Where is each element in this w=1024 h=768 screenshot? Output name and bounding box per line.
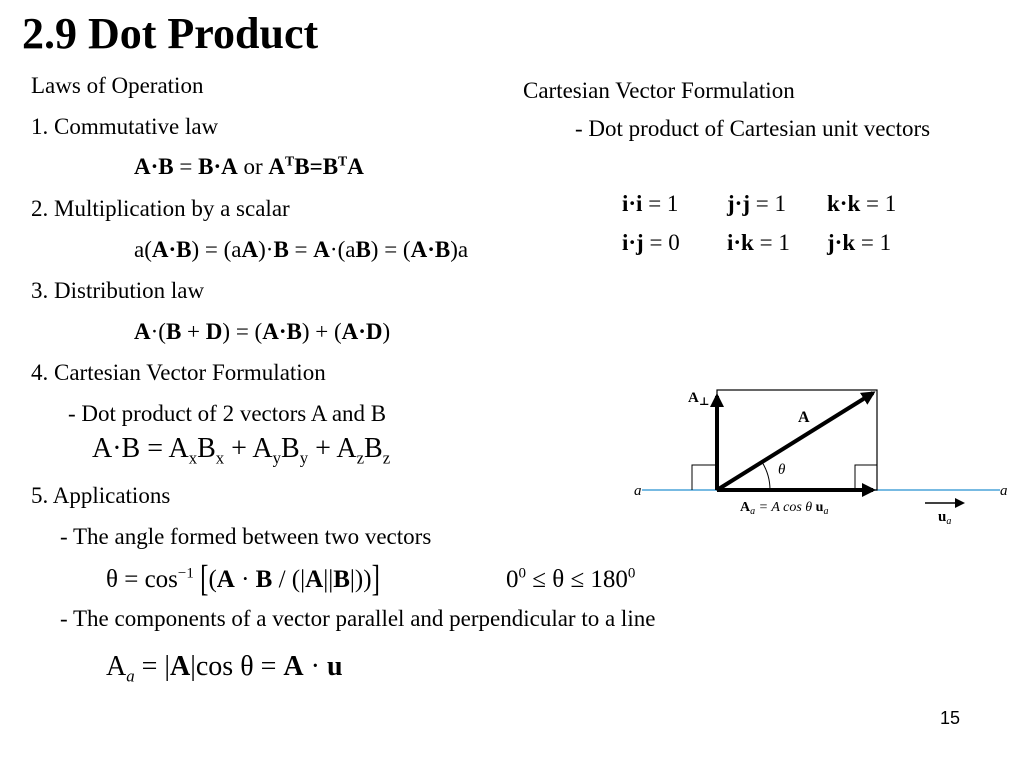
unit-vector-row-1: i·i = 1 j·j = 1 k·k = 1 [622, 191, 897, 216]
commutative-equation: A·B = B·A or $A^TB=B^TA$ [134, 153, 364, 179]
a-perp-label: $A_\perp$ [688, 390, 710, 408]
law-5-label: 5. Applications [31, 483, 171, 508]
vector-a-arrow [717, 393, 873, 490]
right-subtitle: - Dot product of Cartesian unit vectors [575, 116, 931, 141]
scalar-equation: a(A·B) = (aA)·B = A·(aB) = (A·B)a [134, 237, 469, 262]
laws-heading: Laws of Operation [31, 73, 204, 98]
law-4-label: 4. Cartesian Vector Formulation [31, 360, 326, 385]
projection-equation: $A_a = |A|\cos$ θ = A · u [106, 651, 343, 686]
page-title: 2.9 Dot Product [22, 9, 319, 58]
law-1-label: 1. Commutative law [31, 114, 219, 139]
law-5-subtitle-angle: - The angle formed between two vectors [60, 524, 432, 549]
angle-range-equation: $0^0 \le \theta \le 180^0$ [506, 565, 636, 593]
projection-diagram [620, 370, 1020, 525]
right-angle-marker-right [855, 465, 877, 490]
cartesian-dot-equation: $A\cdot B = A_xB_x + A_yB_y + A_zB_z$ [92, 433, 391, 468]
law-5-subtitle-components: - The components of a vector parallel and perpendicular to a line [60, 606, 656, 631]
angle-equation: $\theta = \cos^{-1} [(A \cdot B / (|A||B|))]$ [106, 559, 380, 600]
law-2-label: 2. Multiplication by a scalar [31, 196, 290, 221]
law-3-label: 3. Distribution law [31, 278, 205, 303]
right-angle-marker-left [692, 465, 717, 490]
unit-vector-row-2: i·j = 0 i·k = 1 j·k = 1 [622, 230, 892, 255]
parallel-component-label: $A_a = A$ cos θ $u_a$ [740, 500, 829, 517]
distribution-equation: A·(B + D) = (A·B) + (A·D) [134, 319, 391, 344]
line-a-left-label: a [634, 483, 642, 499]
line-a-right-label: a [1000, 483, 1008, 499]
theta-label: θ [778, 462, 786, 478]
theta-arc [762, 462, 770, 490]
page-number: 15 [940, 708, 961, 728]
right-heading: Cartesian Vector Formulation [523, 78, 795, 103]
vector-a-label: A [798, 409, 810, 426]
unit-vector-label: $u_a$ [938, 509, 952, 525]
law-4-subtitle: - Dot product of 2 vectors A and B [68, 401, 387, 426]
